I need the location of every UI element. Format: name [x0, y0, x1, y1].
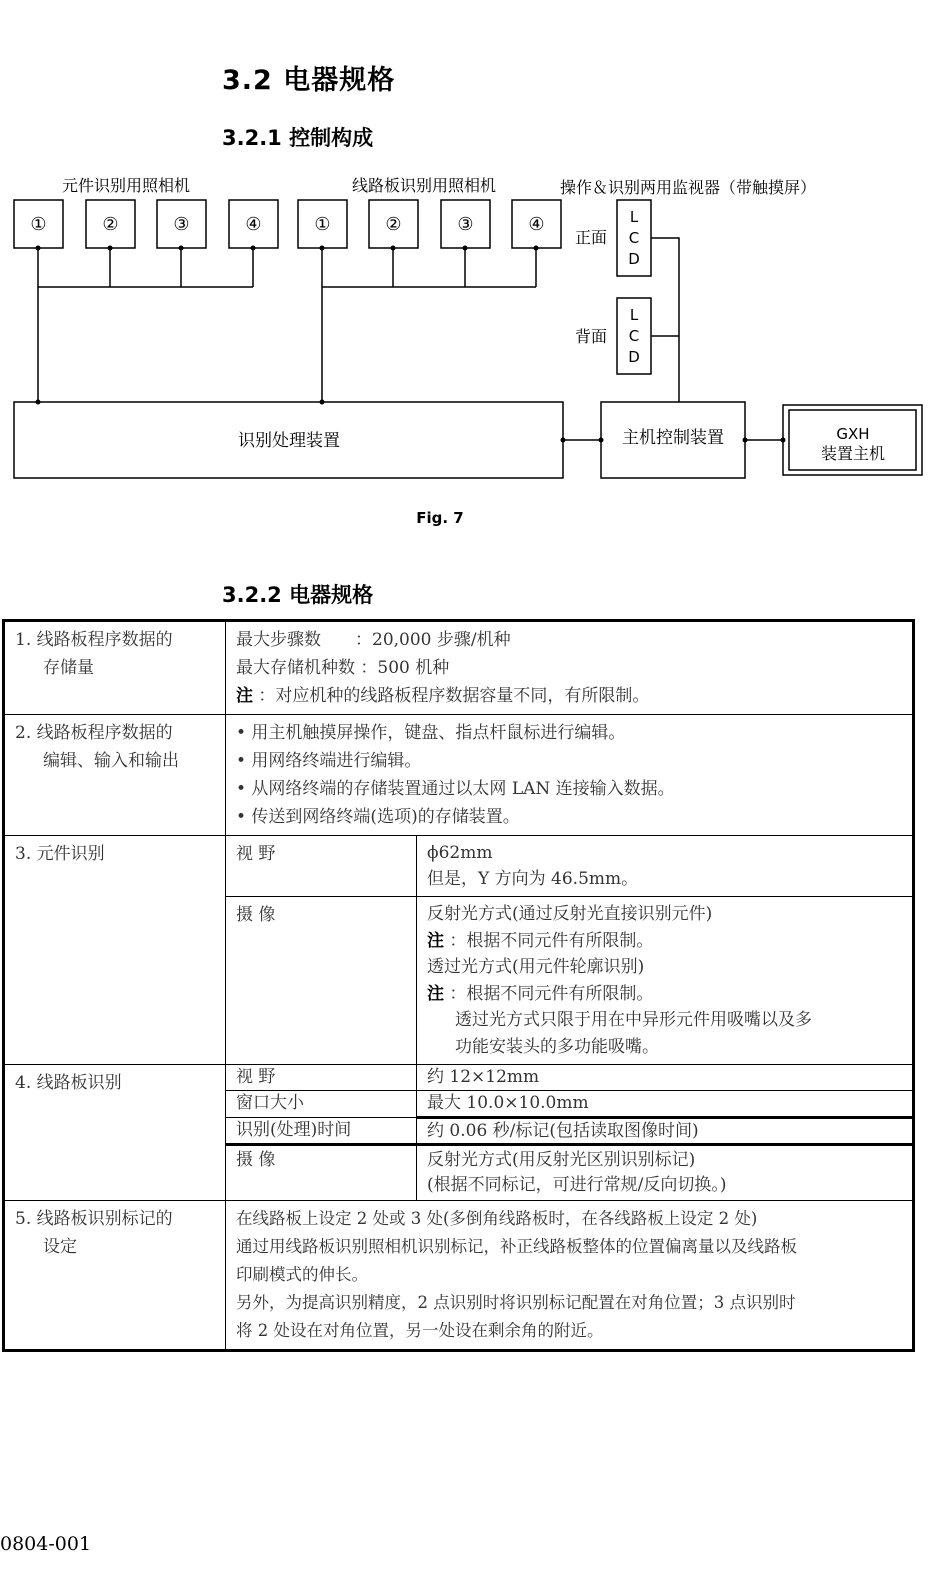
- lcd-letter: C: [628, 229, 640, 247]
- camera-number: ②: [385, 214, 402, 235]
- gxh-label: GXH: [836, 425, 870, 443]
- row-label: 2. 线路板程序数据的: [15, 723, 173, 743]
- lcd-letter: L: [629, 208, 639, 226]
- page-footer-code: 0804-001: [0, 1533, 92, 1555]
- sub-label: 视 野: [226, 836, 417, 897]
- cell-text: 约 0.06 秒/标记(包括读取图像时间): [417, 1118, 914, 1145]
- bullet-item: • 从网络终端的存储装置通过以太网 LAN 连接输入数据。: [236, 779, 675, 799]
- table-row: [4, 836, 914, 897]
- sub-label: 摄 像: [226, 897, 417, 1065]
- camera-number: ③: [173, 214, 190, 235]
- table-row: [4, 621, 914, 715]
- bullet-item: • 用主机触摸屏操作，键盘、指点杆鼠标进行编辑。: [236, 723, 626, 743]
- note-label: 注: [427, 930, 444, 951]
- cell-text: ：根据不同元件有所限制。: [449, 983, 654, 1004]
- row-label: 4. 线路板识别: [4, 1065, 226, 1201]
- gxh-sublabel: 装置主机: [820, 444, 886, 463]
- recognition-unit-label: 识别处理装置: [238, 431, 340, 451]
- note-label: 注: [427, 983, 444, 1004]
- row-label: 1. 线路板程序数据的: [15, 630, 173, 650]
- table-row: [4, 715, 914, 836]
- table-row: [4, 1065, 914, 1091]
- cell-text: 最大步骤数 ：20,000 步骤/机种: [236, 630, 511, 650]
- bullet-item: • 用网络终端进行编辑。: [236, 751, 422, 771]
- label-back: 背面: [575, 327, 608, 346]
- label-board-camera: 线路板识别用照相机: [352, 176, 497, 195]
- cell-text: 透过光方式(用元件轮廓识别): [427, 957, 645, 977]
- sub-label: 识别(处理)时间: [226, 1118, 417, 1145]
- sub-label: 窗口大小: [226, 1091, 417, 1118]
- lcd-letter: D: [628, 348, 640, 366]
- cell-text: 最大 10.0×10.0mm: [417, 1091, 914, 1118]
- cell-text: 最大存储机种数 ：500 机种: [236, 658, 450, 678]
- lcd-letter: C: [628, 327, 640, 345]
- camera-number: ①: [30, 214, 47, 235]
- camera-number: ④: [245, 214, 262, 235]
- cell-text: 在线路板上设定 2 处或 3 处(多倒角线路板时，在各线路板上设定 2 处): [236, 1209, 758, 1228]
- row-label: 3. 元件识别: [4, 836, 226, 1065]
- camera-number: ④: [528, 214, 545, 235]
- cell-text: ：根据不同元件有所限制。: [449, 930, 654, 951]
- cell-text: 通过用线路板识别照相机识别标记，补正线路板整体的位置偏离量以及线路板: [236, 1237, 797, 1256]
- row-label: 存储量: [43, 658, 94, 678]
- cell-text: 另外，为提高识别精度，2 点识别时将识别标记配置在对角位置；3 点识别时: [236, 1293, 796, 1312]
- cell-text: ：对应机种的线路板程序数据容量不同，有所限制。: [258, 686, 650, 706]
- cell-text: 将 2 处设在对角位置，另一处设在剩余角的附近。: [236, 1321, 604, 1340]
- lcd-letter: D: [628, 250, 640, 268]
- section-title: 3.2 电器规格: [222, 65, 396, 96]
- sub-label: 视 野: [226, 1065, 417, 1091]
- cell-text: ϕ62mm: [427, 843, 493, 863]
- cell-text: (根据不同标记，可进行常规/反向切换。): [427, 1175, 727, 1195]
- host-control-label: 主机控制装置: [622, 428, 724, 448]
- cell-text: 反射光方式(用反射光区别识别标记): [427, 1150, 696, 1170]
- cell-text: 透过光方式只限于用在中异形元件用吸嘴以及多: [455, 1010, 812, 1030]
- label-component-camera: 元件识别用照相机: [62, 176, 191, 195]
- lcd-letter: L: [629, 306, 639, 324]
- label-front: 正面: [575, 228, 608, 247]
- sub-label: 摄 像: [226, 1145, 417, 1201]
- label-monitor: 操作＆识别两用监视器（带触摸屏）: [560, 178, 817, 197]
- cell-text: 反射光方式(通过反射光直接识别元件): [427, 904, 713, 924]
- row-label: 编辑、输入和输出: [43, 751, 179, 771]
- bullet-item: • 传送到网络终端(选项)的存储装置。: [236, 807, 520, 827]
- note-label: 注: [236, 686, 253, 706]
- row-label: 5. 线路板识别标记的: [15, 1209, 173, 1229]
- subsection-title-spec: 3.2.2 电器规格: [222, 583, 374, 607]
- control-diagram: [0, 0, 941, 540]
- row-label: 设定: [43, 1237, 77, 1257]
- cell-text: 功能安装头的多功能吸嘴。: [455, 1036, 659, 1057]
- subsection-title-control: 3.2.1 控制构成: [222, 126, 374, 150]
- spec-table: [2, 619, 915, 1352]
- camera-number: ①: [314, 214, 331, 235]
- cell-text: 但是，Y 方向为 46.5mm。: [427, 869, 639, 889]
- cell-text: 印刷模式的伸长。: [236, 1265, 368, 1284]
- figure-caption: Fig. 7: [416, 509, 464, 527]
- table-row: [4, 1201, 914, 1351]
- camera-number: ③: [457, 214, 474, 235]
- cell-text: 约 12×12mm: [417, 1065, 914, 1091]
- camera-number: ②: [102, 214, 119, 235]
